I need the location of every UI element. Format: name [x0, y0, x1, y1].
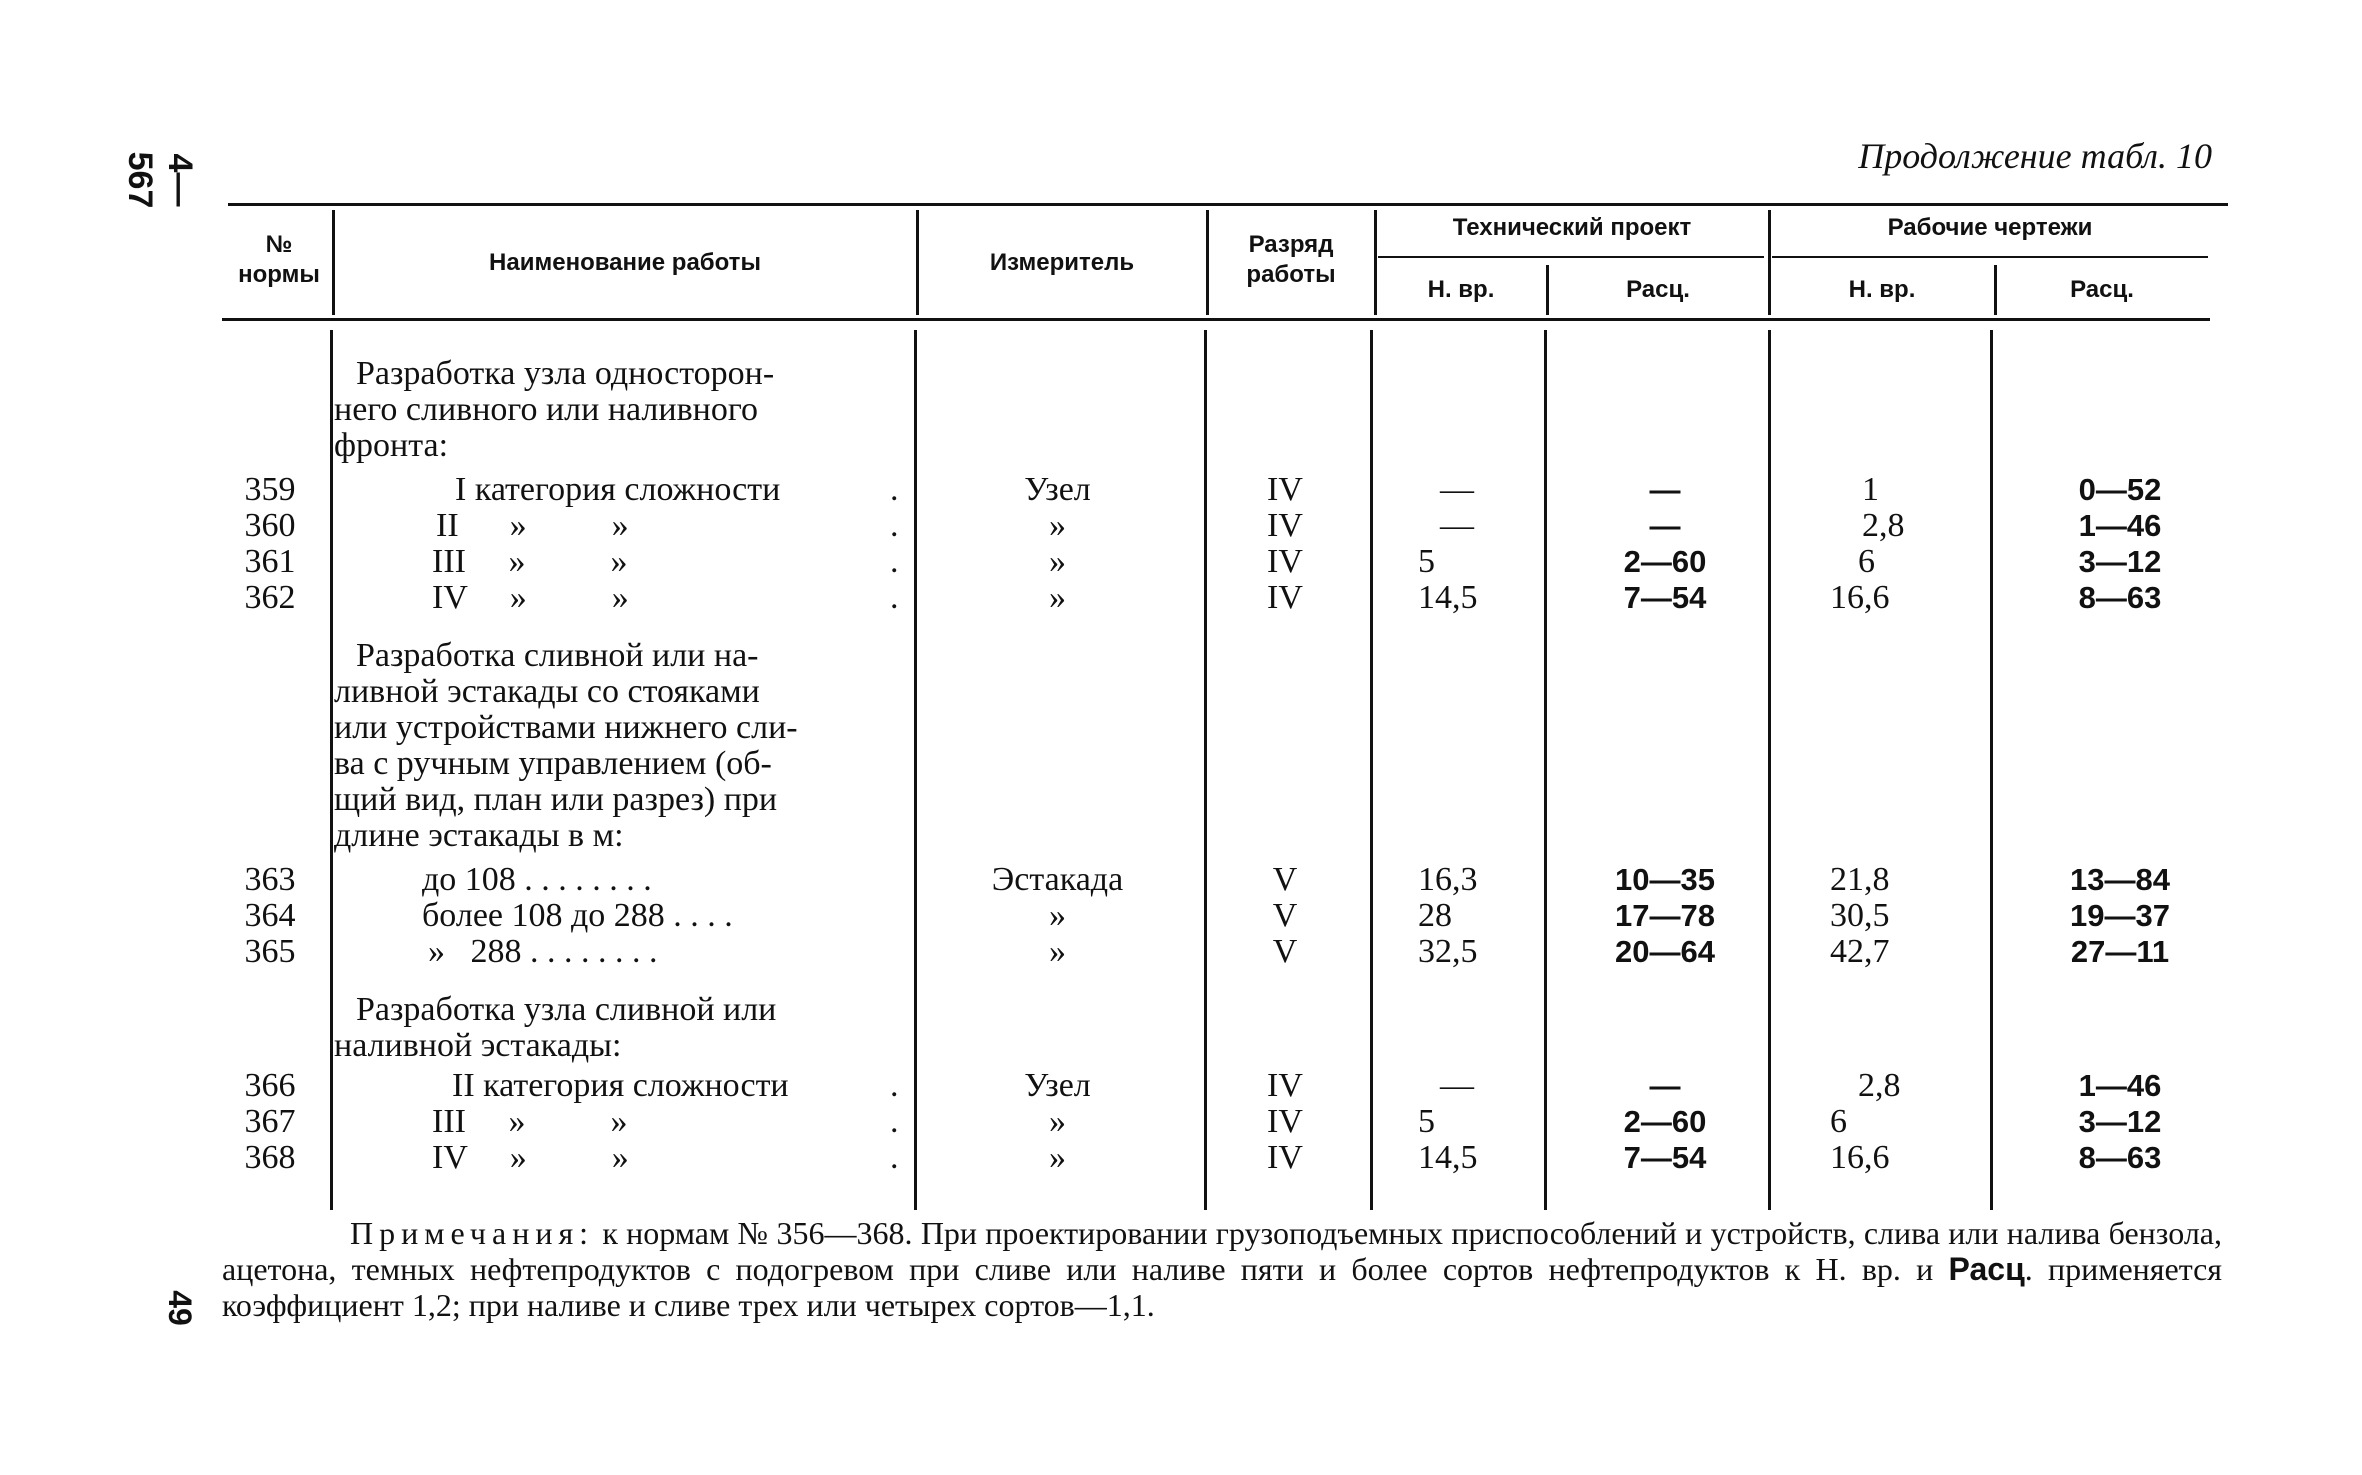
row-work-hours: 16,6: [1830, 1139, 1890, 1176]
header-work-hours: Н. вр.: [1848, 276, 1916, 303]
header-grade: Разряд работы: [1246, 231, 1336, 288]
notes-text: к нормам № 356—368. При проектировании грузоподъемных приспособлений и устройств, слива или налива бензола, ацетона, темных нефтепродуктов с подогревом при сливе или наливе пяти и более сортов нефтепродуктов к Н. вр. и: [222, 1215, 2223, 1287]
row-name: II категория сложности: [452, 1067, 789, 1104]
notes-bold-term: Расц: [1948, 1251, 2025, 1287]
row-measure: »: [1049, 1139, 1066, 1176]
body-divider-3: [1204, 330, 1207, 1210]
row-number: 360: [244, 507, 296, 544]
page-code: 4—567: [121, 151, 199, 209]
row-tech-cost: —: [1649, 1068, 1681, 1103]
row-grade: IV: [1267, 507, 1303, 544]
table-notes: [222, 1215, 2222, 1323]
header-number: № нормы: [238, 231, 320, 288]
row-tech-hours: —: [1440, 507, 1474, 544]
row-work-hours: 42,7: [1830, 933, 1890, 970]
row-measure: »: [1049, 579, 1066, 616]
row-number: 367: [244, 1103, 296, 1140]
leader-dot: .: [890, 579, 899, 616]
row-work-cost: 19—37: [2070, 898, 2170, 933]
row-name: II » »: [436, 507, 629, 544]
table-caption: Продолжение табл. 10: [1858, 136, 2212, 176]
col-divider-6: [1768, 210, 1771, 315]
subheader-rule-tech: [1378, 256, 1764, 258]
row-number: 361: [244, 543, 296, 580]
row-number: 368: [244, 1139, 296, 1176]
body-divider-1: [330, 330, 333, 1210]
row-name: до 108 . . . . . . . .: [422, 861, 652, 898]
row-tech-hours: 28: [1418, 897, 1452, 934]
row-work-hours: 30,5: [1830, 897, 1890, 934]
row-tech-cost: 10—35: [1615, 862, 1715, 897]
row-measure: Узел: [1024, 471, 1091, 508]
leader-dot: .: [890, 1067, 899, 1104]
row-name: более 108 до 288 . . . .: [422, 897, 733, 934]
row-grade: IV: [1267, 1103, 1303, 1140]
row-tech-cost: 20—64: [1615, 934, 1715, 969]
row-work-hours: 6: [1858, 543, 1875, 580]
body-divider-4: [1370, 330, 1373, 1210]
header-work-cost: Расц.: [2070, 276, 2134, 303]
section-title-line: Разработка сливной или на-: [356, 637, 759, 674]
body-divider-6: [1768, 330, 1771, 1210]
row-work-hours: 2,8: [1858, 1067, 1901, 1104]
row-work-cost: 1—46: [2078, 508, 2162, 543]
row-name: » 288 . . . . . . . .: [428, 933, 658, 970]
row-grade: IV: [1267, 1139, 1303, 1176]
row-work-hours: 21,8: [1830, 861, 1890, 898]
row-tech-hours: 16,3: [1418, 861, 1478, 898]
row-work-cost: 0—52: [2078, 472, 2162, 507]
row-grade: V: [1272, 861, 1298, 898]
section-title-line: ливной эстакады со стояками: [334, 673, 760, 710]
row-work-cost: 1—46: [2078, 1068, 2162, 1103]
row-work-hours: 16,6: [1830, 579, 1890, 616]
row-work-cost: 13—84: [2070, 862, 2170, 897]
row-grade: IV: [1267, 1067, 1303, 1104]
row-name: I категория сложности: [455, 471, 781, 508]
row-name: III » »: [432, 1103, 628, 1140]
row-tech-hours: 14,5: [1418, 579, 1478, 616]
row-name: IV » »: [432, 579, 629, 616]
leader-dot: .: [890, 1139, 899, 1176]
row-tech-hours: 5: [1418, 1103, 1435, 1140]
notes-label: Примечания:: [350, 1215, 595, 1251]
row-tech-cost: 7—54: [1623, 580, 1707, 615]
row-number: 359: [244, 471, 296, 508]
row-work-cost: 3—12: [2078, 1104, 2162, 1139]
col-divider-2: [916, 210, 919, 315]
row-name: IV » »: [432, 1139, 629, 1176]
row-tech-hours: 32,5: [1418, 933, 1478, 970]
row-grade: IV: [1267, 543, 1303, 580]
header-measure: Измеритель: [989, 249, 1135, 276]
row-work-cost: 3—12: [2078, 544, 2162, 579]
row-work-cost: 8—63: [2078, 580, 2162, 615]
row-tech-hours: —: [1440, 1067, 1474, 1104]
page-number: 49: [162, 1290, 198, 1326]
header-tech-cost: Расц.: [1626, 276, 1690, 303]
row-tech-hours: —: [1440, 471, 1474, 508]
section-title-line: длине эстакады в м:: [334, 817, 624, 854]
notes-text-end: . применяется коэффициент 1,2; при наливе и сливе трех или четырех сортов—1,1.: [222, 1251, 2223, 1323]
col-divider-3: [1206, 210, 1209, 315]
row-measure: »: [1049, 933, 1066, 970]
row-work-cost: 8—63: [2078, 1140, 2162, 1175]
row-measure: Эстакада: [991, 861, 1124, 898]
subheader-rule-work: [1772, 256, 2208, 258]
row-work-hours: 2,8: [1862, 507, 1905, 544]
row-grade: V: [1272, 897, 1298, 934]
row-number: 366: [244, 1067, 296, 1104]
row-tech-hours: 14,5: [1418, 1139, 1478, 1176]
section-title-line: щий вид, план или разрез) при: [334, 781, 778, 818]
header-tech-project: Технический проект: [1452, 214, 1692, 241]
row-tech-cost: 17—78: [1615, 898, 1715, 933]
row-measure: »: [1049, 1103, 1066, 1140]
header-bottom-rule: [222, 318, 2210, 321]
header-working-drawings: Рабочие чертежи: [1887, 214, 2093, 241]
table-top-rule: [228, 203, 2228, 206]
col-divider-4: [1374, 210, 1377, 315]
row-work-hours: 1: [1862, 471, 1879, 508]
row-grade: IV: [1267, 471, 1303, 508]
row-name: III » »: [432, 543, 628, 580]
row-measure: »: [1049, 897, 1066, 934]
row-tech-cost: 7—54: [1623, 1140, 1707, 1175]
row-tech-cost: —: [1649, 472, 1681, 507]
section-title-line: Разработка узла односторон-: [356, 355, 775, 392]
row-number: 365: [244, 933, 296, 970]
leader-dot: .: [890, 543, 899, 580]
row-work-cost: 27—11: [2070, 934, 2170, 969]
row-tech-hours: 5: [1418, 543, 1435, 580]
leader-dot: .: [890, 1103, 899, 1140]
row-measure: Узел: [1024, 1067, 1091, 1104]
section-title-line: фронта:: [334, 427, 449, 464]
section-title: [334, 355, 904, 464]
leader-dot: .: [890, 507, 899, 544]
row-number: 364: [244, 897, 296, 934]
row-number: 363: [244, 861, 296, 898]
col-divider-5: [1546, 265, 1549, 315]
section-title-line: него сливного или наливного: [334, 391, 758, 428]
row-grade: IV: [1267, 579, 1303, 616]
section-title-line: или устройствами нижнего сли-: [334, 709, 798, 746]
body-divider-5: [1544, 330, 1547, 1210]
section-title: [334, 991, 904, 1064]
section-title-line: наливной эстакады:: [334, 1027, 622, 1064]
header-tech-hours: Н. вр.: [1427, 276, 1495, 303]
leader-dot: .: [890, 471, 899, 508]
row-tech-cost: 2—60: [1623, 1104, 1707, 1139]
section-title-line: ва с ручным управлением (об-: [334, 745, 772, 782]
row-measure: »: [1049, 507, 1066, 544]
row-number: 362: [244, 579, 296, 616]
row-work-hours: 6: [1830, 1103, 1847, 1140]
row-grade: V: [1272, 933, 1298, 970]
section-title-line: Разработка узла сливной или: [356, 991, 777, 1028]
row-tech-cost: —: [1649, 508, 1681, 543]
section-title: [334, 637, 904, 854]
row-measure: »: [1049, 543, 1066, 580]
header-name: Наименование работы: [489, 249, 761, 276]
body-divider-2: [914, 330, 917, 1210]
col-divider-1: [332, 210, 335, 315]
row-tech-cost: 2—60: [1623, 544, 1707, 579]
